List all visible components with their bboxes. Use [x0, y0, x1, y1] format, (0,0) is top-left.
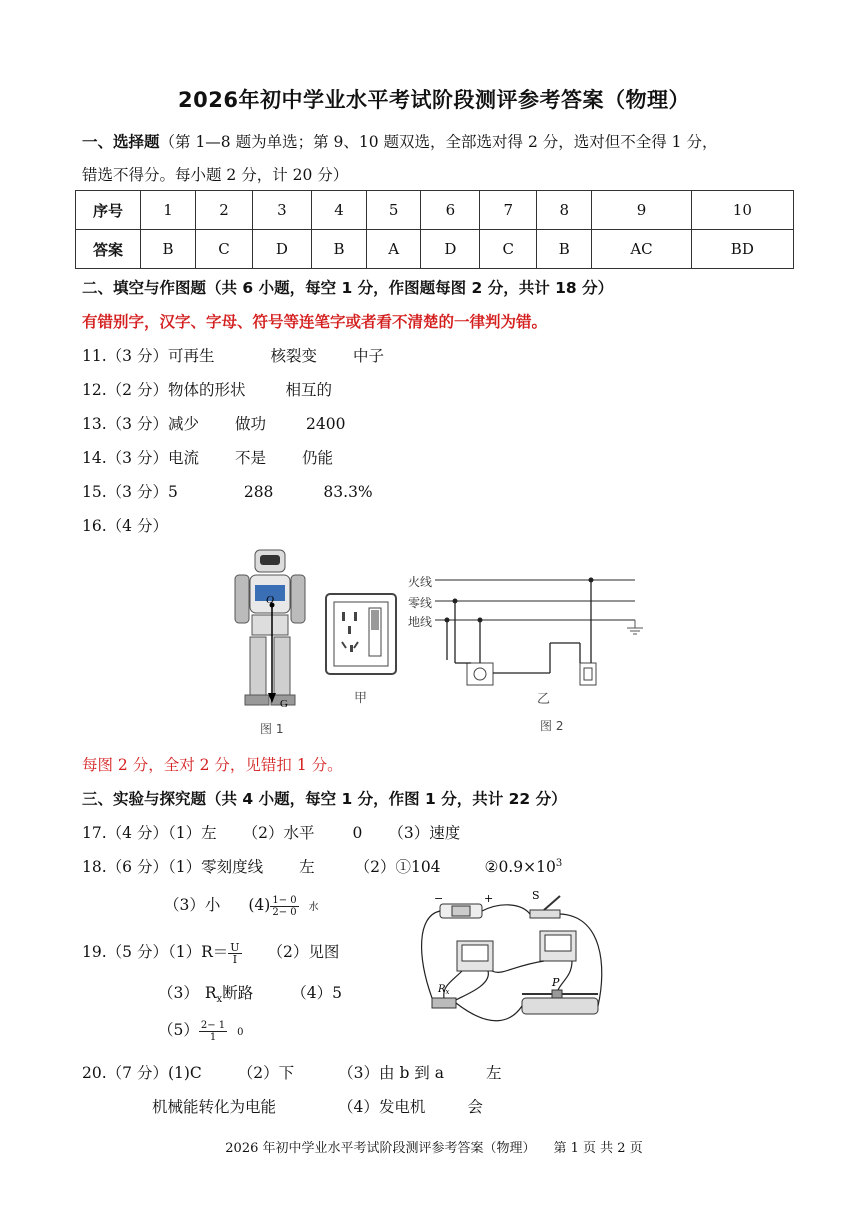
- q13-answer-1: 减少: [167, 415, 199, 433]
- q20-answer-1: (1)C: [167, 1064, 202, 1082]
- section3-heading: 三、实验与探究题（共 4 小题，每空 1 分，作图 1 分，共计 22 分）: [82, 790, 567, 808]
- q19-line1: [82, 940, 339, 965]
- q18-answer-6: (4): [248, 896, 271, 914]
- table-header-answer: 答案: [76, 230, 141, 269]
- q18-answer-4-exponent: 3: [555, 857, 563, 869]
- q12-answer-1: 物体的形状: [167, 381, 246, 399]
- q20-answer-6: （4）发电机: [338, 1098, 426, 1116]
- fig1-caption: 图 1: [260, 722, 284, 736]
- fig1-label-o: O: [266, 594, 274, 606]
- neutral-wire-label: 零线: [408, 596, 433, 610]
- q19-answer-3-text: 断路: [222, 984, 254, 1002]
- q11-answer-2: 核裂变: [270, 347, 317, 365]
- figure-1-robot: [230, 545, 320, 740]
- q17-answer-3: 0: [352, 824, 363, 842]
- table-cell: C: [480, 230, 537, 269]
- q11-answer-3: 中子: [352, 347, 384, 365]
- section1-heading: 一、选择题: [82, 133, 160, 151]
- q14-line: [82, 446, 333, 468]
- table-cell: 3: [252, 191, 311, 230]
- table-cell: 7: [480, 191, 537, 230]
- q18-label: 18.（6 分）: [82, 858, 168, 876]
- rx-label: $R_x$: [438, 984, 450, 996]
- q19-ohm-fraction: $\frac{U}{I}$: [230, 940, 240, 966]
- q12-label: 12.（2 分）: [82, 381, 168, 399]
- q20-answer-2: （2）下: [237, 1064, 295, 1082]
- q14-label: 14.（3 分）: [82, 449, 168, 467]
- footer-page-number: 第 1 页 共 2 页: [553, 1141, 643, 1156]
- q18-answer-1: （1）零刻度线: [167, 858, 264, 876]
- q19-answer-3-symbol: R: [204, 984, 217, 1002]
- battery-plus: +: [484, 892, 494, 905]
- section1-note1: （第 1—8 题为单选；第 9、10 题双选，全部选对得 2 分，选对但不全得 1 分，: [159, 133, 718, 151]
- q13-line: [82, 412, 345, 434]
- table-cell: 10: [691, 191, 793, 230]
- q19-fraction: $\frac{2- 1}{1}$: [200, 1019, 226, 1043]
- table-cell: 6: [421, 191, 480, 230]
- section2-red-note: 有错别字，汉字、字母、符号等连笔字或者看不清楚的一律判为错。: [82, 313, 548, 331]
- section1-line1: [82, 130, 717, 152]
- switch-label: S: [532, 889, 540, 902]
- q19-answer-1: （1）R＝: [167, 943, 229, 961]
- section1-note2: 错选不得分。每小题 2 分，计 20 分）: [82, 166, 349, 184]
- q19-answer-2: （2）见图: [267, 943, 340, 961]
- q19-line2: （3） $R_x$断路 （4）5: [158, 984, 342, 1006]
- q14-answer-3: 仍能: [301, 449, 333, 467]
- q18-answer-4: ②0.9×10: [484, 858, 556, 876]
- q18-answer-3: （2）①104: [354, 858, 441, 876]
- q11-answer-1: 可再生: [167, 347, 215, 365]
- q16-label: 16.（4 分）: [82, 517, 168, 535]
- q17-answer-2: （2）水平: [242, 824, 315, 842]
- q15-answer-1: 5: [167, 483, 178, 501]
- q19-label: 19.（5 分）: [82, 943, 168, 961]
- q19-fraction-tail: 0: [237, 1027, 244, 1038]
- q17-answer-4: （3）速度: [388, 824, 461, 842]
- table-cell: D: [421, 230, 480, 269]
- q20-answer-3: （3）由 b 到 a: [338, 1064, 444, 1082]
- table-cell: B: [537, 230, 592, 269]
- q19-answer-4: （4）5: [291, 984, 342, 1002]
- table-cell: C: [196, 230, 253, 269]
- page-title: 2026年初中学业水平考试阶段测评参考答案（物理）: [178, 88, 690, 112]
- q20-answer-5: 机械能转化为电能: [152, 1098, 277, 1116]
- table-row: [76, 191, 794, 230]
- q11-label: 11.（3 分）: [82, 347, 168, 365]
- table-cell: 4: [311, 191, 366, 230]
- q15-answer-3: 83.3%: [323, 483, 373, 501]
- live-wire-label: 火线: [408, 575, 433, 589]
- q12-answer-2: 相互的: [285, 381, 332, 399]
- table-cell: 2: [196, 191, 253, 230]
- q18-fraction: $\frac{1- 0}{2- 0}$: [272, 894, 297, 918]
- table-cell: A: [367, 230, 421, 269]
- q17-line: [82, 821, 460, 843]
- q19-answer-5: （5）: [158, 1021, 199, 1039]
- q12-line: [82, 378, 332, 400]
- table-cell: B: [311, 230, 366, 269]
- rheostat-label: P: [552, 976, 560, 989]
- answer-table: [75, 190, 794, 269]
- fig2-caption: 图 2: [540, 719, 564, 733]
- q14-answer-2: 不是: [234, 449, 266, 467]
- q19-answer-3: （3）: [158, 984, 199, 1002]
- page-footer: [0, 1137, 868, 1156]
- table-row: [76, 230, 794, 269]
- q17-answer-1: （1）左: [167, 824, 217, 842]
- table-cell: 8: [537, 191, 592, 230]
- q15-line: [82, 480, 373, 502]
- q15-answer-2: 288: [243, 483, 274, 501]
- table-cell: B: [141, 230, 196, 269]
- q18-answer-5: （3）小: [164, 896, 221, 914]
- q13-answer-3: 2400: [305, 415, 346, 433]
- q18-fraction-tail: 水: [308, 902, 319, 913]
- q20-line1: [82, 1061, 501, 1083]
- table-cell: D: [252, 230, 311, 269]
- q14-answer-1: 电流: [167, 449, 199, 467]
- ground-wire-label: 地线: [408, 615, 433, 629]
- circuit-diagram: [412, 886, 612, 1038]
- table-cell: 9: [592, 191, 691, 230]
- q20-label: 20.（7 分）: [82, 1064, 168, 1082]
- footer-title: 2026 年初中学业水平考试阶段测评参考答案（物理）: [225, 1141, 536, 1156]
- q15-label: 15.（3 分）: [82, 483, 168, 501]
- figure-2-wiring: [405, 568, 650, 740]
- fig1-label-g: G: [280, 698, 288, 710]
- q18-line2: [164, 893, 319, 918]
- section2-red-note2: 每图 2 分，全对 2 分，见错扣 1 分。: [82, 756, 343, 774]
- q20-answer-4: 左: [485, 1064, 502, 1082]
- q18-line1: [82, 855, 562, 877]
- table-cell: BD: [691, 230, 793, 269]
- q17-label: 17.（4 分）: [82, 824, 168, 842]
- table-cell: 5: [367, 191, 421, 230]
- fig-jia-label: 甲: [354, 691, 368, 706]
- table-header-number: 序号: [76, 191, 141, 230]
- battery-minus: −: [434, 892, 444, 905]
- q20-line2: [152, 1095, 483, 1117]
- table-cell: AC: [592, 230, 691, 269]
- q19-line3: [158, 1018, 244, 1043]
- q20-answer-7: 会: [467, 1098, 483, 1116]
- figure-socket-jia: [322, 590, 402, 710]
- q11-line: [82, 344, 384, 366]
- table-cell: 1: [141, 191, 196, 230]
- q18-answer-2: 左: [299, 858, 315, 876]
- fig-yi-label: 乙: [537, 692, 551, 707]
- q13-answer-2: 做功: [234, 415, 266, 433]
- q13-label: 13.（3 分）: [82, 415, 168, 433]
- section2-heading: 二、填空与作图题（共 6 小题，每空 1 分，作图题每图 2 分，共计 18 分）: [82, 279, 614, 297]
